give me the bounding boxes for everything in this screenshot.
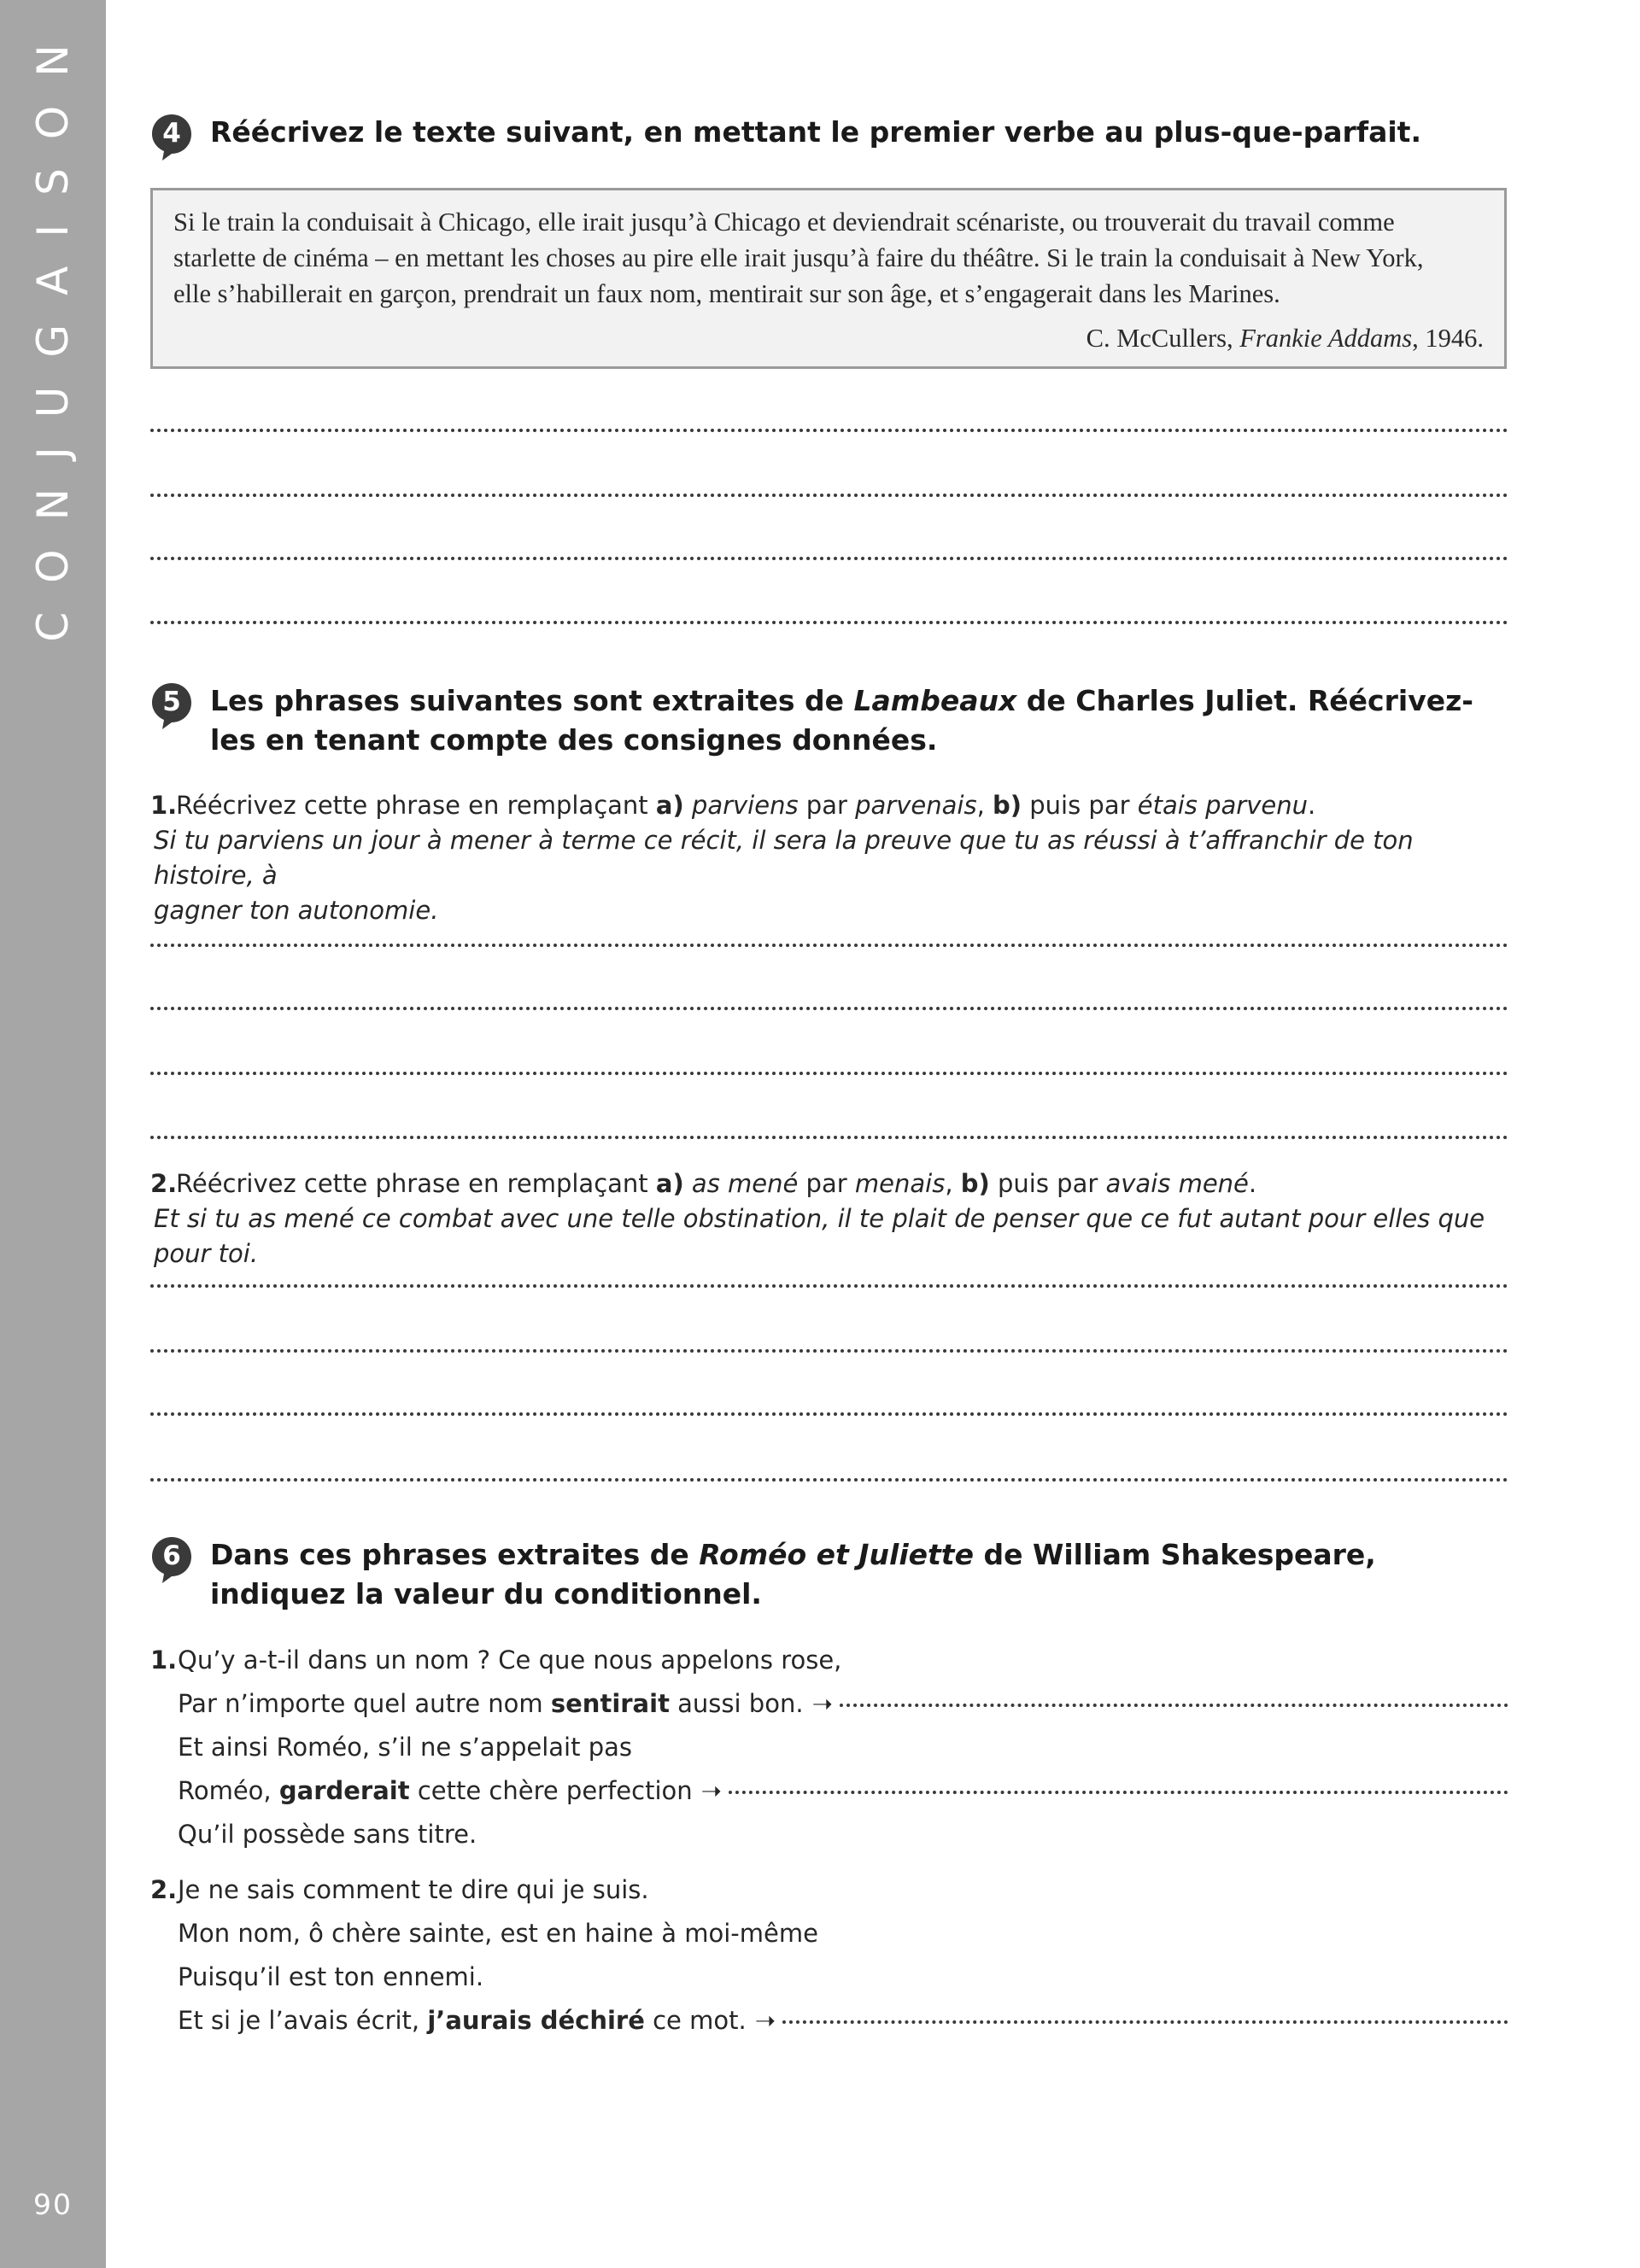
title-text: de William Shakespeare, indiquez la valeur du conditionnel. [210,1538,1376,1610]
exercise-4-header [150,113,1508,152]
answer-line[interactable] [150,621,1508,624]
answer-line[interactable] [150,494,1508,497]
exercise-6-header [150,1535,1508,1614]
verse-line: Qu’il possède sans titre. [178,1820,477,1849]
exercise-number: 4 [162,118,181,149]
work-title: Lambeaux [853,684,1017,717]
source-author: C. McCullers, [1086,324,1240,353]
exercise-number: 6 [162,1540,181,1571]
quoted-sentence: Si tu parviens un jour à mener à terme ce récit, il sera la preuve que tu as réussi à t’affranchir de ton histoire, à [154,826,1414,890]
item-instruction [150,788,1508,823]
answer-line[interactable] [840,1704,1508,1707]
word: as mené [683,1169,799,1198]
verse-text [178,1682,833,1726]
chapter-label: CONJUGAISON [28,15,78,642]
answer-line[interactable] [150,557,1508,560]
quoted-sentence: Et si tu as mené ce combat avec une telle obstination, il te plait de penser que ce fut autant pour elles que pour toi. [154,1204,1485,1268]
exercise-6-item-2 [150,1868,1508,2043]
page-number: 90 [33,2188,73,2221]
conditional-verb: j’aurais déchiré [427,2006,645,2035]
item-instruction [150,1166,1508,1201]
instruction-text: , [976,791,993,820]
answer-line[interactable] [150,944,1508,947]
answer-line[interactable] [150,1007,1508,1010]
verse-line: Je ne sais comment te dire qui je suis. [178,1875,649,1904]
conditional-verb: sentirait [550,1689,670,1718]
exercise-title [210,681,1508,760]
exercise-number-badge [150,1535,191,1583]
exercise-5-item-2 [150,1166,1508,1271]
answer-line[interactable] [150,1349,1508,1353]
source-title: Frankie Addams [1239,324,1413,353]
verse-line: Mon nom, ô chère sainte, est en haine à moi-même [178,1919,818,1948]
option-a-label: a) [655,1169,684,1198]
exercise-title: Réécrivez le texte suivant, en mettant le premier verbe au plus-que-parfait. [210,115,1421,149]
arrow-right-icon: ➝ [811,1689,833,1718]
title-text: de Charles Juliet. Réécrivez-les en tenant compte des consignes données. [210,684,1474,757]
source-year: , 1946. [1412,324,1484,353]
instruction-text: , [945,1169,961,1198]
exercise-6-item-1 [150,1639,1508,1856]
title-text: Dans ces phrases extraites de [210,1538,700,1571]
exercise-title [210,1535,1508,1614]
instruction-text: par [798,1169,855,1198]
verse-text-part: Et si je l’avais écrit, [178,2006,428,2035]
verse-text-part: aussi bon. [669,1689,804,1718]
item-number: 2. [150,1169,178,1198]
word: étais parvenu [1137,791,1308,820]
option-b-label: b) [993,791,1022,820]
exercise-number: 5 [162,687,181,717]
excerpt-box [150,188,1507,369]
verse-text-part: cette chère perfection [409,1776,693,1805]
exercise-5-item-1 [150,788,1508,928]
answer-line[interactable] [729,1791,1508,1794]
item-number: 1. [150,791,178,820]
instruction-text: Réécrivez cette phrase en remplaçant [176,1169,656,1198]
answer-line[interactable] [150,1478,1508,1482]
verse-text [178,1999,776,2043]
arrow-right-icon: ➝ [754,2006,776,2035]
exercise-number-badge [150,681,191,729]
item-number: 1. [150,1645,178,1675]
word: parvenais [855,791,977,820]
quoted-sentence: gagner ton autonomie. [154,896,439,925]
answer-line[interactable] [150,1412,1508,1416]
instruction-text: Réécrivez cette phrase en remplaçant [176,791,656,820]
verse-line-with-answer [150,1999,1508,2043]
word: menais [854,1169,946,1198]
verse-line: Et ainsi Roméo, s’il ne s’appelait pas [178,1733,632,1762]
exercise-4 [150,113,1508,152]
verse-text [178,1769,722,1813]
answer-line[interactable] [150,1072,1508,1075]
instruction-text: . [1307,791,1316,820]
word: parviens [683,791,799,820]
conditional-verb: garderait [278,1776,410,1805]
exercise-6 [150,1535,1508,1614]
exercise-5-header [150,681,1508,760]
instruction-text: par [798,791,856,820]
verse-line: Puisqu’il est ton ennemi. [178,1962,484,1991]
answer-line[interactable] [150,1136,1508,1139]
verse-line-with-answer [150,1682,1508,1726]
answer-line[interactable] [150,429,1508,432]
excerpt-line: starlette de cinéma – en mettant les choses au pire elle irait jusqu’à faire du théâtre. Si le train la conduisait à New York, [173,243,1424,272]
excerpt-line: Si le train la conduisait à Chicago, elle irait jusqu’à Chicago et deviendrait scénariste, ou trouverait du travail comme [173,208,1395,237]
exercise-5 [150,681,1508,760]
arrow-right-icon: ➝ [700,1776,722,1805]
exercise-number-badge [150,113,191,161]
instruction-text: puis par [1022,791,1138,820]
verse-line-with-answer [150,1769,1508,1813]
option-a-label: a) [655,791,684,820]
verse-line: Qu’y a-t-il dans un nom ? Ce que nous appelons rose, [178,1645,842,1675]
verse-text-part: ce mot. [644,2006,747,2035]
instruction-text: puis par [989,1169,1106,1198]
answer-line[interactable] [782,2020,1508,2024]
option-b-label: b) [960,1169,990,1198]
excerpt-source [173,320,1484,356]
word: avais mené [1105,1169,1249,1198]
excerpt-line: elle s’habillerait en garçon, prendrait un faux nom, mentirait sur son âge, et s’engagerait dans les Marines. [173,279,1280,308]
instruction-text: . [1248,1169,1257,1198]
title-text: Les phrases suivantes sont extraites de [210,684,854,717]
answer-line[interactable] [150,1284,1508,1288]
verse-text-part: Par n’importe quel autre nom [178,1689,551,1718]
work-title: Roméo et Juliette [699,1538,974,1571]
chapter-sidebar [0,0,106,2268]
verse-text-part: Roméo, [178,1776,279,1805]
item-number: 2. [150,1875,178,1904]
